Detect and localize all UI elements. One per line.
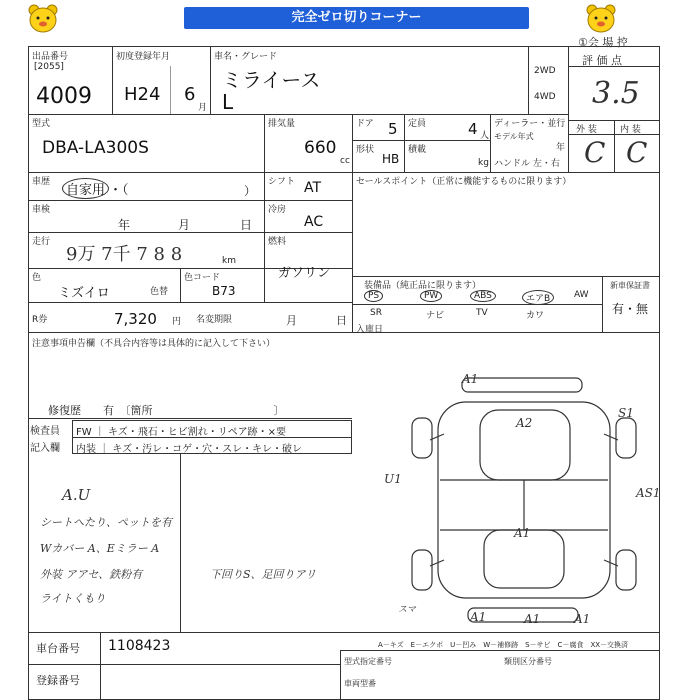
type-label: 型式 [32,119,51,129]
equip-sr: SR [370,308,382,318]
expiry-label: 名変期限 [196,315,233,325]
bear-mascot-left-icon [26,4,60,34]
mileage-label: 走行 [32,237,51,247]
dealer-model-year: モデル年式 [494,132,534,141]
fuel-value: ガソリン [278,266,331,281]
map-mark-a1-rear: A1 [470,610,487,624]
map-mark-u1: U1 [384,472,402,486]
new-manual-value: 有・無 [612,302,649,316]
model-name: ミライース [222,68,321,92]
recycle-label: R券 [32,315,48,325]
inspection-label: 車検 [32,205,51,215]
eval-int: C [626,136,648,169]
color-code: B73 [212,284,236,298]
color-value: ミズイロ [58,286,110,301]
map-mark-a1-bl: A1 [524,612,541,626]
capacity-unit: 人 [480,131,490,141]
inspector-row-fw: FW ｜ キズ・飛石・ヒビ割れ・リペア跡・×要 [76,427,286,438]
lot-sub: [2055] [34,62,64,72]
capacity-label: 定員 [408,119,427,129]
inspector-row-interior: 内装 ｜ キズ・汚レ・コゲ・穴・スレ・キレ・破レ [76,444,303,455]
load-unit: kg [478,158,489,168]
dealer-handle: ハンドル 左・右 [494,159,560,169]
map-mark-a1-top: A1 [462,372,479,386]
reg-year: H24 [124,84,161,105]
sales-point-label: セールスポイント（正常に機能するものに限ります） [356,177,572,187]
inspection-day: 日 [240,218,253,232]
shift-value: AT [304,180,322,196]
inspection-year: 年 [118,218,131,232]
shape-label: 形状 [356,145,375,155]
lot-number: 4009 [36,84,92,109]
equip-aw: AW [574,290,589,300]
reg-label: 初度登録年月 [116,52,171,62]
map-mark-suma: スマ [398,605,416,615]
drive-2wd: 2WD [534,66,556,76]
recycle-unit: 円 [172,317,182,327]
type-value: DBA-LA300S [42,138,149,158]
eval-label: 評 価 点 [582,54,622,67]
history-rest: ・（ [109,183,129,198]
inspector-label-1: 検査員 [30,426,60,437]
hand-note-5: ライトくもり [40,592,106,605]
mileage-value: 9万 7千 7 8 8 [66,244,183,265]
footer-renew: 車両型番 [344,679,376,688]
reg-month: 6 [184,84,196,105]
map-mark-as1: AS1 [636,486,661,500]
repair-history: 修復歴 有 〔箇所 〕 [48,404,285,417]
recycle-value: 7,320 [114,310,157,328]
reg-month-unit: 月 [198,103,208,113]
mileage-unit: km [222,256,236,266]
eval-ext: C [584,136,606,169]
eval-ext-label: 外 装 [576,125,597,135]
equip-airbag: エアB [522,290,554,305]
displacement-label: 排気量 [268,119,296,129]
drive-4wd: 4WD [534,92,556,102]
arrival-label: 入庫日 [356,325,384,335]
fuel-label: 燃料 [268,237,287,247]
color-label: 色 [32,273,42,283]
notes-label: 注意事項申告欄（不具合内容等は具体的に記入して下さい） [32,339,276,349]
map-mark-a1-br: A1 [574,612,591,626]
lot-label: 出品番号 [32,52,69,62]
inspector-label-2: 記入欄 [30,443,60,454]
equip-navi: ナビ [426,311,445,321]
hand-note-1: A.U [62,486,91,504]
bear-mascot-right-icon [584,4,618,34]
new-manual-label: 新車保証書 [610,281,650,290]
doors-value: 5 [388,120,398,138]
map-mark-a2: A2 [516,416,533,430]
color-change: 色替 [150,287,169,297]
dealer-year: 年 [556,143,566,153]
equip-pw: PW [420,290,442,302]
shape-value: HB [382,152,400,166]
history-value-circled: 自家用 [62,178,109,199]
map-mark-a1-mid: A1 [514,526,531,540]
footer-model-cert: 型式指定番号 [344,657,392,666]
model-grade: L [222,90,234,114]
history-close: ） [244,184,257,198]
doors-label: ドア [356,119,374,129]
history-value [62,178,129,199]
eval-int-label: 内 装 [620,125,641,135]
equip-leather: カワ [526,311,545,321]
car-damage-map [400,370,650,630]
equip-tv: TV [476,308,488,318]
hand-note-2: シートへたり、ペットを有 [40,516,172,529]
eval-score: 3.5 [592,76,640,111]
hand-note-3: Wカバー A、Eミラー A [40,542,160,555]
hand-note-6: 下回りS、足回りアリ [210,568,317,581]
shift-label: シフト [268,177,296,187]
model-name-label: 車名・グレード [214,52,278,62]
ac-value: AC [304,214,324,230]
hand-note-4: 外装 アアセ、鉄粉有 [40,568,143,581]
legend: A－キズ E－エクボ U－凹み W－補修跡 S－サビ C－腐食 XX－交換済 [378,641,629,649]
displacement-value: 660 [304,138,337,158]
map-mark-s1: S1 [618,406,634,420]
header-right-label: ①会 場 控 [578,36,628,49]
registration-label: 登録番号 [36,674,80,687]
capacity-value: 4 [468,120,478,138]
dealer-label: ディーラー・並行 [494,119,566,129]
expiry-day: 日 [336,314,347,327]
equip-abs: ABS [470,290,496,302]
expiry-month: 月 [286,314,297,327]
equip-ps: PS [364,290,383,302]
banner-title: 完全ゼロ切りコーナー [184,7,529,29]
chassis-label: 車台番号 [36,642,80,655]
equipment-label: 装備品（純正品に限ります） [364,281,482,291]
history-label: 車歴 [32,177,51,187]
chassis-value: 1108423 [108,638,171,654]
ac-label: 冷房 [268,205,287,215]
load-label: 積載 [408,145,427,155]
footer-category: 類別区分番号 [504,657,552,666]
inspection-month: 月 [178,218,191,232]
color-code-label: 色コード [184,273,221,283]
displacement-unit: cc [340,156,350,166]
